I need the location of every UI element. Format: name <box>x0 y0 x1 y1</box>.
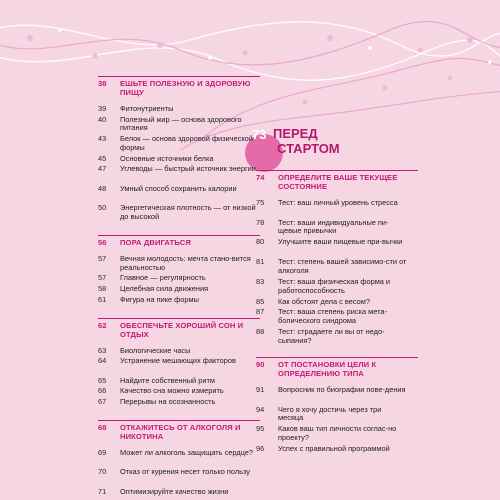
entry-title: Устранение мешающих факторов <box>120 356 236 366</box>
entry-page-number: 67 <box>98 397 107 407</box>
section-page-number: 90 <box>256 359 265 369</box>
entry-title: Углеводы — быстрый источник энергии <box>120 164 256 174</box>
toc-entry[interactable] <box>256 238 408 247</box>
section-rule <box>256 357 418 358</box>
entry-page-number: 83 <box>256 276 265 286</box>
section-heading[interactable] <box>98 321 260 339</box>
section-page-number: 74 <box>256 173 265 182</box>
section-title: ОТКАЖИТЕСЬ ОТ АЛКОГОЛЯ И НИКОТИНА <box>120 422 241 441</box>
section-heading[interactable] <box>256 173 408 191</box>
entry-page-number: 45 <box>98 153 107 163</box>
toc-entry[interactable] <box>256 258 408 276</box>
toc-entry[interactable] <box>98 387 260 396</box>
entry-page-number: 64 <box>98 356 107 366</box>
entry-title: Биологические часы <box>120 345 191 355</box>
toc-entry[interactable] <box>98 105 260 114</box>
toc-entry[interactable] <box>98 449 260 458</box>
toc-entry[interactable] <box>256 328 408 346</box>
entry-page-number: 50 <box>98 203 107 213</box>
section-heading[interactable] <box>98 79 260 97</box>
toc-entry[interactable] <box>256 308 408 326</box>
entry-title: Тест: страдаете ли вы от недо-сыпания? <box>278 327 385 345</box>
section-rule <box>256 170 418 171</box>
section-title: ОПРЕДЕЛИТЕ ВАШЕ ТЕКУЩЕЕ СОСТОЯНИЕ <box>278 173 398 191</box>
entry-page-number: 57 <box>98 273 107 283</box>
entry-title: Целебная сила движения <box>120 284 209 294</box>
chapter-title-line2: СТАРТОМ <box>277 141 340 156</box>
entry-title: Качество сна можно измерить <box>120 386 224 396</box>
chapter-title-line1: ПЕРЕД <box>273 126 318 141</box>
entry-title: Может ли алкоголь защищать сердце? <box>120 447 254 457</box>
entry-page-number: 91 <box>256 384 265 394</box>
entry-title: Фигура на пике формы <box>120 294 199 304</box>
section-rule <box>98 420 260 421</box>
entry-page-number: 94 <box>256 404 265 414</box>
toc-entry[interactable] <box>98 274 260 283</box>
entry-page-number: 58 <box>98 284 107 294</box>
entry-page-number: 85 <box>256 296 265 306</box>
toc-entry[interactable] <box>98 468 260 477</box>
toc-entry[interactable] <box>256 425 408 443</box>
entry-title: Тест: ваша физическая форма и работоспособность <box>278 276 391 295</box>
entry-title: Вечная молодость: мечта стано-вится реальностью <box>120 253 251 272</box>
entry-page-number: 61 <box>98 294 107 304</box>
entry-title: Тест: ваш личный уровень стресса <box>278 198 398 207</box>
entry-page-number: 80 <box>256 237 265 247</box>
entry-page-number: 39 <box>98 104 107 113</box>
entry-title: Белок — основа здоровой физической формы <box>120 134 253 152</box>
entry-page-number: 96 <box>256 443 265 453</box>
section-page-number: 56 <box>98 237 107 247</box>
entry-page-number: 57 <box>98 253 107 263</box>
toc-entry[interactable] <box>98 398 260 407</box>
toc-entry[interactable] <box>98 488 260 497</box>
entry-page-number: 95 <box>256 424 265 434</box>
section-rule <box>98 318 260 319</box>
entry-page-number: 47 <box>98 164 107 174</box>
entry-page-number: 78 <box>256 217 265 227</box>
toc-entry[interactable] <box>98 296 260 305</box>
section-title: ОТ ПОСТАНОВКИ ЦЕЛИ К ОПРЕДЕЛЕНИЮ ТИПА <box>278 359 377 378</box>
entry-title: Главное — регулярность <box>120 273 206 283</box>
section-title: ОБЕСПЕЧЬТЕ ХОРОШИЙ СОН И ОТДЫХ <box>120 320 244 339</box>
entry-page-number: 65 <box>98 375 107 385</box>
section-title: ЕШЬТЕ ПОЛЕЗНУЮ И ЗДОРОВУЮ ПИЩУ <box>120 79 251 97</box>
toc-entry[interactable] <box>256 199 408 208</box>
entry-title: Оптимизируйте качество жизни <box>120 486 229 496</box>
entry-page-number: 69 <box>98 447 107 457</box>
entry-title: Основные источники белка <box>120 153 214 163</box>
toc-entry[interactable] <box>256 386 408 395</box>
chapter-page-number: 73 <box>252 127 267 142</box>
toc-entry[interactable] <box>98 185 260 194</box>
entry-title: Чего я хочу достичь через три месяца <box>278 404 382 423</box>
section-heading[interactable] <box>98 238 260 247</box>
toc-entry[interactable] <box>256 445 408 454</box>
entry-title: Умный способ сохранить калории <box>120 183 237 193</box>
entry-page-number: 88 <box>256 327 265 337</box>
entry-page-number: 75 <box>256 198 265 207</box>
entry-page-number: 40 <box>98 114 107 124</box>
toc-entry[interactable] <box>98 377 260 386</box>
entry-title: Как обстоят дела с весом? <box>278 296 370 306</box>
section-heading[interactable] <box>256 360 408 378</box>
entry-title: Тест: ваши индивидуальные пи-щевые привычки <box>278 217 389 236</box>
toc-entry[interactable] <box>98 255 260 273</box>
entry-title: Каков ваш тип личности соглас-но проекту? <box>278 424 397 442</box>
entry-title: Перерывы на осознанность <box>120 397 216 407</box>
entry-title: Успех с правильной программой <box>278 443 390 453</box>
entry-title: Отказ от курения несет только пользу <box>120 467 250 477</box>
section-rule <box>98 235 260 236</box>
section-title: ПОРА ДВИГАТЬСЯ <box>120 237 191 247</box>
entry-title: Тест: степень вашей зависимо-сти от алкоголя <box>278 257 407 275</box>
toc-entry[interactable] <box>256 298 408 307</box>
section-page-number: 62 <box>98 320 107 330</box>
entry-page-number: 63 <box>98 345 107 355</box>
chapter-title <box>273 126 383 156</box>
toc-entry[interactable] <box>98 204 260 222</box>
toc-entry[interactable] <box>256 406 408 424</box>
section-heading[interactable] <box>98 423 260 441</box>
toc-entry[interactable] <box>98 285 260 294</box>
entry-page-number: 87 <box>256 307 265 317</box>
entry-title: Найдите собственный ритм <box>120 375 215 385</box>
toc-entry[interactable] <box>98 165 260 174</box>
entry-page-number: 70 <box>98 467 107 477</box>
entry-page-number: 66 <box>98 386 107 396</box>
toc-entry[interactable] <box>98 135 260 153</box>
toc-entry[interactable] <box>256 278 408 296</box>
entry-page-number: 43 <box>98 134 107 144</box>
entry-title: Полезный жир — основа здорового питания <box>120 114 242 133</box>
entry-title: Фитонутриенты <box>120 104 174 113</box>
entry-page-number: 48 <box>98 183 107 193</box>
entry-page-number: 81 <box>256 257 265 267</box>
toc-entry[interactable] <box>98 347 260 356</box>
entry-title: Улучшите ваши пищевые при-вычки <box>278 237 403 247</box>
entry-title: Тест: ваша степень риска мета-болического синдрома <box>278 307 387 326</box>
entry-title: Вопросник по биографии пове-дения <box>278 384 406 394</box>
section-page-number: 38 <box>98 79 107 88</box>
entry-title: Энергетическая плотность — от низкой до высокой <box>120 203 256 222</box>
toc-entry[interactable] <box>98 155 260 164</box>
toc-entry[interactable] <box>256 219 408 237</box>
toc-entry[interactable] <box>98 357 260 366</box>
toc-entry[interactable] <box>98 116 260 134</box>
section-page-number: 68 <box>98 422 107 432</box>
entry-page-number: 71 <box>98 486 107 496</box>
section-rule <box>98 76 260 77</box>
